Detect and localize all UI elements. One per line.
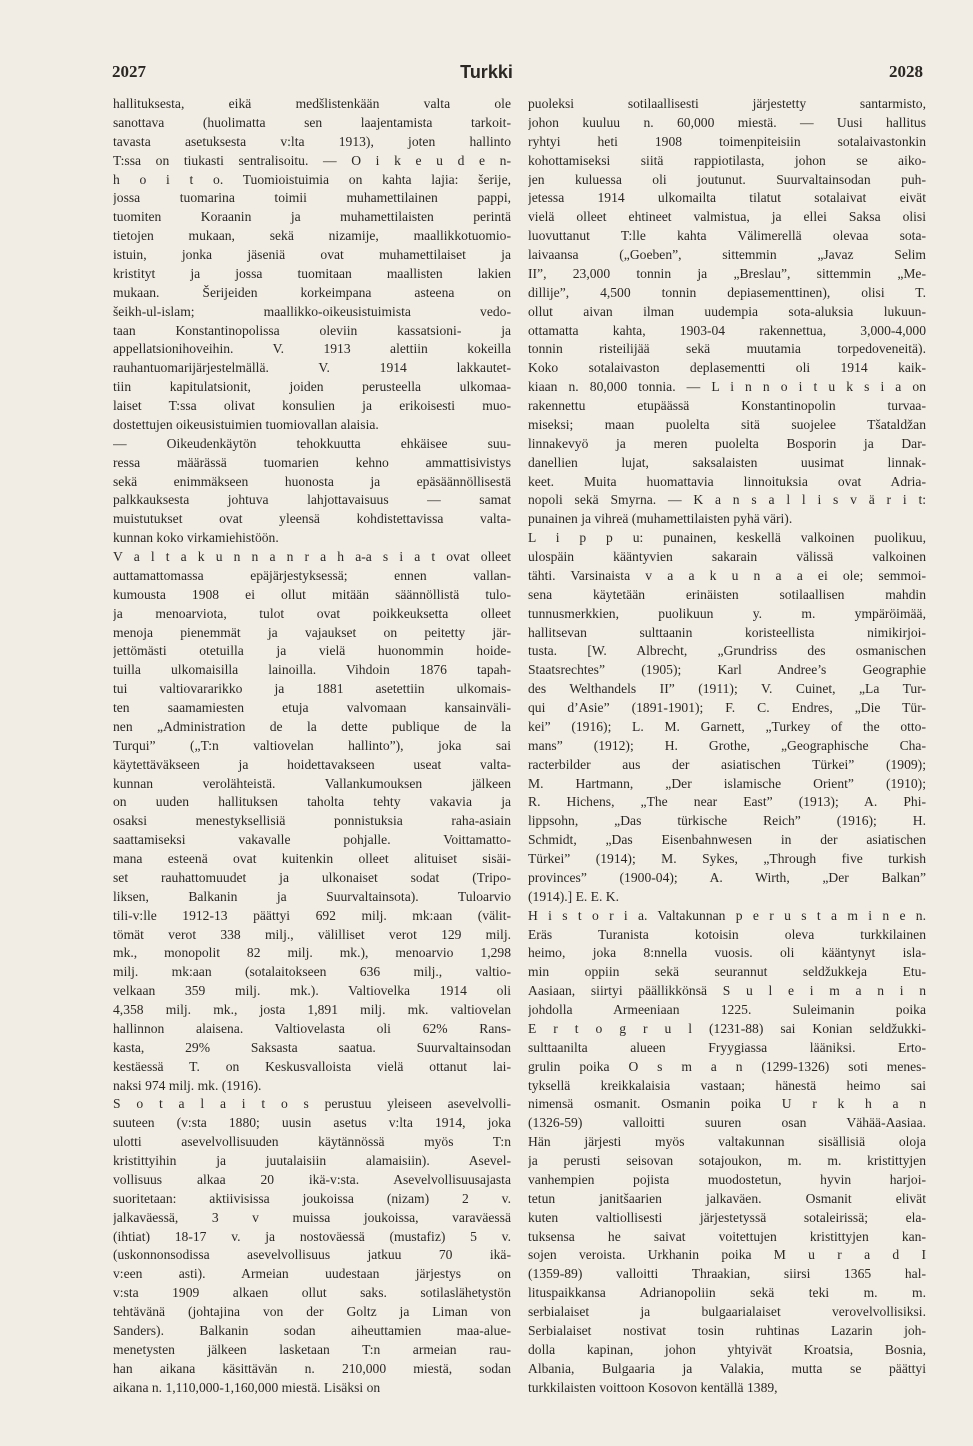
text-line: M. Hartmann, „Der islamische Orient” (1910); <box>528 775 926 791</box>
text-line: II”, 23,000 tonnin ja „Breslau”, sittemmin „Me- <box>528 265 926 281</box>
text-line: set rauhattomuudet ja ulkonaiset sodat (Tripo- <box>113 869 511 885</box>
text-line: linnakevyö ja meren puolelta Bosporin ja Dar- <box>528 435 926 451</box>
text-line: ryhtyi heti 1908 toimenpiteisiin sotalaivastonkin <box>528 133 926 149</box>
page-header <box>0 62 973 92</box>
text-line: tuilla ulkomaisilla lainoilla. Vihdoin 1876 tapah- <box>113 662 511 678</box>
text-line: luovuttanut T:lle kahta Välimerellä olevaa sota- <box>528 228 926 244</box>
text-line: mans” (1912); H. Grothe, „Geographische Cha- <box>528 737 926 753</box>
text-line: dostettujen oikeusistuimien tuomiovallan alaisia. <box>113 416 379 432</box>
text-line: kei” (1916); L. M. Garnett, „Turkey of the otto- <box>528 718 926 734</box>
left-page-number: 2027 <box>112 62 146 81</box>
text-line: Koko sotalaivaston deplasementti oli 1914 kaik- <box>528 360 926 376</box>
text-line: — Oikeudenkäytön tehokkuutta ehkäisee suu- <box>113 435 511 451</box>
text-line: S o t a l a i t o s perustuu yleiseen asevelvolli- <box>113 1096 511 1112</box>
text-line: dolla kapinan, johon yhtyivät Kroatsia, Bosnia, <box>528 1341 926 1357</box>
text-line: jettömästi otetuilla ja vielä huonommin hoide- <box>113 643 511 659</box>
text-line: tetun janitšaarien jalkaväen. Osmanit elivät <box>528 1190 926 1206</box>
text-line: menetysten jälkeen lasketaan T:n armeian rau- <box>113 1341 511 1357</box>
text-line: kiaan n. 80,000 tonnia. — L i n n o i t u k s i a on <box>528 379 926 395</box>
text-line: tiin kapitulatsionit, joiden perusteella ulkomaa- <box>113 379 511 395</box>
text-line: han aikana käsittävän n. 210,000 miestä, sodan <box>113 1360 511 1376</box>
text-line: H i s t o r i a. Valtakunnan p e r u s t a m i n e n. <box>528 907 926 923</box>
text-line: serbialaiset ja bulgaarialaiset verovelvollisiksi. <box>528 1304 926 1319</box>
text-line: saattamiseksi vakavalle pohjalle. Voittamatto- <box>113 832 511 848</box>
text-line: kunnan koko virkamiehistöön. <box>113 530 279 546</box>
text-line: danellien lujat, saksalaisten uusimat linnak- <box>528 454 926 470</box>
text-line: v:een asti). Armeian uudestaan järjestys on <box>113 1266 511 1282</box>
text-line: heimo, joka 8:nnella vuosis. oli kääntynyt isla- <box>528 945 926 961</box>
text-line: (1914).] E. E. K. <box>528 888 619 904</box>
text-line: kasta, 29% Saksasta saatua. Suurvaltainsodan <box>113 1039 511 1055</box>
text-line: johon kuuluu n. 60,000 miestä. — Uusi hallitus <box>528 114 926 130</box>
text-line: appellatsionihoveihin. V. 1913 alettiin kokeilla <box>113 341 511 357</box>
text-line: nopoli sekä Smyrna. — K a n s a l l i s v ä r i t: <box>528 492 926 508</box>
text-line: Sanders). Balkanin sodan aiheuttamien maa-alue- <box>113 1322 511 1338</box>
text-line: E r t o g r u l (1231-88) sai Konian seldžukki- <box>528 1020 926 1036</box>
text-line: kristityt ja jossa tuomitaan maallisten lakien <box>113 265 511 281</box>
text-line: jossa tuomarina toimii muhamettilainen pappi, <box>113 190 511 206</box>
text-line: tyksellä kreikkalaisia vastaan; hänestä heimo sai <box>528 1077 926 1093</box>
text-line: vollisuus alkaa 20 ikä-v:sta. Asevelvollisuusajasta <box>113 1171 511 1187</box>
text-line: tusta. [W. Albrecht, „Grundriss des osmanischen <box>528 643 926 659</box>
text-line: ja menoarviota, tulot ovat poikkeuksetta olleet <box>113 605 511 621</box>
text-line: tonnin risteilijää sekä muutamia torpedoveneitä). <box>528 341 926 357</box>
text-line: qui d’Asie” (1891-1901); F. C. Endres, „Die Tür- <box>528 700 926 715</box>
text-line: nimensä osmanit. Osmanin poika U r k h a n <box>528 1096 926 1112</box>
text-line: sekä enimmäkseen huonosta ja epäsäännöllisestä <box>113 473 511 489</box>
page-title: Turkki <box>460 62 513 82</box>
text-line: des Welthandels II” (1911); V. Cuinet, „La Tur- <box>528 681 926 697</box>
text-line: taan Konstantinopolissa oleviin kassatsioni- ja <box>113 322 511 338</box>
text-line: Eräs Turanista kotoisin oleva turkkilainen <box>528 926 926 942</box>
right-page-number: 2028 <box>889 62 923 81</box>
text-line: tähti. Varsinaista v a a k u n a a ei ole; semmoi- <box>528 567 926 583</box>
text-line: palkkauksesta johtuva lahjottavaisuus — samat <box>113 492 511 508</box>
text-line: kestäessä T. on Keskusvalloista vielä ottanut lai- <box>113 1058 511 1074</box>
text-line: tehtävänä (johtajina von der Goltz ja Liman von <box>113 1304 511 1319</box>
text-line: liksen, Balkanin ja Suurvaltainsota). Tuloarvio <box>113 888 511 904</box>
text-line: laivaansa („Goeben”, sittemmin „Javaz Selim <box>528 247 926 262</box>
text-line: mana esteenä ovat kuitenkin olleet alituiset sisäi- <box>113 851 511 866</box>
text-line: käytettäväkseen ja hoidettavakseen useat valta- <box>113 756 511 772</box>
text-line: rakennettu etupäässä Konstantinopolin turvaa- <box>528 398 926 413</box>
text-line: naksi 974 milj. mk. (1916). <box>113 1077 262 1093</box>
text-line: ja perusti seisovan sotajoukon, m. m. kristittyjen <box>528 1153 926 1168</box>
text-line: (ihtiat) 18-17 v. ja nostoväessä (mustafiz) 5 v. <box>113 1228 511 1244</box>
text-line: Turqui” („T:n valtiovelan hallinto”), joka sai <box>113 737 511 753</box>
text-line: Hän järjesti myös valtakunnan sisällisiä oloja <box>528 1134 926 1150</box>
text-line: kumousta 1908 ei ollut mitään säännöllistä tulo- <box>113 586 511 602</box>
text-line: punainen ja vihreä (muhamettilaisten pyhä väri). <box>528 511 793 527</box>
text-line: suuteen (v:sta 1880; uusin asetus v:lta 1914, joka <box>113 1115 511 1131</box>
text-line: lippsohn, „Das türkische Reich” (1916); H. <box>528 813 926 829</box>
text-line: V a l t a k u n n a n r a h a-a s i a t ovat olleet <box>113 549 511 564</box>
text-line: L i p p u: punainen, keskellä valkoinen puolikuu, <box>528 530 926 546</box>
text-line: miseksi; maan puolelta sitä suojelee Tšataldžan <box>528 416 926 432</box>
text-line: 4,358 milj. mk., josta 1,891 milj. mk. valtiovelan <box>113 1002 511 1017</box>
text-line: ressa määrässä tuomarien kehno ammattisivistys <box>113 454 511 470</box>
text-line: kohottamiseksi siitä rappiotilasta, johon se aiko- <box>528 152 926 168</box>
text-line: Albania, Bulgaaria ja Valakia, mutta se päättyi <box>528 1360 926 1376</box>
text-line: R. Hichens, „The near East” (1913); A. Phi- <box>528 794 926 810</box>
text-line: v:sta 1909 alkaen ollut saks. sotilaslähetystön <box>113 1285 511 1301</box>
text-line: sena käytetään erinäisten sotilaallisen mahdin <box>528 586 926 602</box>
text-line: ollut aivan ilman uudempia sota-aluksia lukuun- <box>528 303 926 319</box>
text-line: tili-v:lle 1912-13 päättyi 692 milj. mk:aan (välit- <box>113 907 511 923</box>
text-line: milj. mk:aan (sotalaitokseen 636 milj., valtio- <box>113 964 511 980</box>
text-line: tui valtiovararikko ja 1881 asetettiin ulkomais- <box>113 681 511 697</box>
text-line: Aasiaan, siirtyi päällikkönsä S u l e i m a n i n <box>528 983 926 999</box>
text-line: kuten valtiollisesti järjestetyssä sotaleirissä; ela- <box>528 1209 926 1225</box>
text-line: min oppiin sekä seurannut seldžukkeja Etu- <box>528 964 926 980</box>
text-line: sanottava (huolimatta sen laajentamista tarkoit- <box>113 114 511 130</box>
text-line: (1359-89) valloitti Thraakian, siirsi 1365 hal- <box>528 1266 926 1282</box>
text-line: hallituksesta, eikä medšlistenkään valta ole <box>113 96 511 111</box>
right-text-column <box>528 95 926 1397</box>
text-line: suoritetaan: aktiivisissa joukoissa (nizam) 2 v. <box>113 1190 511 1206</box>
left-text-column <box>113 95 511 1397</box>
text-line: vanhempien pojista muodostetun, hyvin harjoi- <box>528 1171 926 1187</box>
text-line: johdolla Armeeniaan 1225. Suleimanin poika <box>528 1002 926 1017</box>
text-line: on uuden hallituksen taholta tehty vakavia ja <box>113 794 511 810</box>
text-line: šeikh-ul-islam; maallikko-oikeusistuimista vedo- <box>113 303 511 319</box>
text-line: racterbilder aus der asiatischen Türkei” (1909); <box>528 756 926 772</box>
text-line: kristittyihin ja juutalaisiin alamaisiin). Asevel- <box>113 1153 511 1168</box>
text-line: grulin poika O s m a n (1299-1326) soti menes- <box>528 1058 926 1074</box>
text-line: T:ssa on tiukasti sentralisoitu. — O i k e u d e n- <box>113 152 511 168</box>
text-line: ulospäin kääntyvien sakarain välissä valkoinen <box>528 549 926 564</box>
text-line: velkaan 359 milj. mk.). Valtiovelka 1914 oli <box>113 983 511 999</box>
text-line: istuin, jonka jäseniä ovat muhamettilaiset ja <box>113 247 511 262</box>
text-line: mk., monopolit 82 milj. mk.), menoarvio 1,298 <box>113 945 511 961</box>
text-line: vielä olleet ehtineet valmistua, ja ellei Saksa olisi <box>528 209 926 225</box>
text-line: nen „Administration de la dette publique de la <box>113 718 511 734</box>
text-line: Türkei” (1914); M. Sykes, „Through five turkish <box>528 851 926 866</box>
text-line: jen kuluessa oli joutunut. Suurvaltainsodan puh- <box>528 171 926 187</box>
text-line: (1326-59) valloitti suuren osan Vähää-Aasiaa. <box>528 1115 926 1131</box>
text-line: osaksi menestyksellisiä ponnistuksia raha-asiain <box>113 813 511 829</box>
text-line: jetessa 1914 ulkomailta tilatut sotalaivat eivät <box>528 190 926 206</box>
text-line: dillije”, 4,500 tonnin depiasementtinen), olisi T. <box>528 284 926 300</box>
text-line: Serbialaiset nostivat tosin ruhtinas Lazarin joh- <box>528 1322 926 1338</box>
text-line: jalkaväessä, 3 v muissa joukoissa, varaväessä <box>113 1209 511 1225</box>
text-line: auttamattomassa epäjärjestyksessä; ennen vallan- <box>113 567 511 583</box>
text-line: mukaan. Šerijeiden korkeimpana asteena on <box>113 284 511 300</box>
text-line: laiset T:ssa olivat konsulien ja erikoisesti muo- <box>113 398 511 413</box>
text-line: tietojen mukaan, sekä nizamije, maallikkotuomio- <box>113 228 511 244</box>
text-line: tömät verot 338 milj., välilliset verot 129 milj. <box>113 926 511 942</box>
text-line: hallinnon alaisena. Valtiovelasta oli 62% Rans- <box>113 1020 511 1036</box>
text-line: ottamatta kahta, 1903-04 rakennettua, 3,000-4,000 <box>528 322 926 338</box>
text-line: tuomiten Koraanin ja muhamettilaisten perintä <box>113 209 511 225</box>
text-line: tavasta asetuksesta v:lta 1913), joten hallinto <box>113 133 511 149</box>
text-line: sulttaanilta alueen Fryygiassa lääniksi. Erto- <box>528 1039 926 1055</box>
text-line: tuksensa he saivat voitettujen kristittyjen kan- <box>528 1228 926 1244</box>
text-line: h o i t o. Tuomioistuimia on kahta lajia: šerije, <box>113 171 511 187</box>
text-line: rauhantuomarijärjestelmällä. V. 1914 lakkautet- <box>113 360 511 376</box>
text-line: hallitsevan sulttaanin koristeellista nimikirjoi- <box>528 624 926 640</box>
text-line: ulotti asevelvollisuuden käytännössä myös T:n <box>113 1134 511 1150</box>
text-line: ten saamamiesten etuja valvomaan kansainväli- <box>113 700 511 715</box>
text-line: turkkilaisten voittoon Kosovon kentällä 1389, <box>528 1379 778 1395</box>
text-line: lituspaikkansa Adrianopoliin sekä teki m. m. <box>528 1285 926 1301</box>
text-line: menoja pienemmät ja vajaukset on peitetty jär- <box>113 624 511 640</box>
text-line: Schmidt, „Das Eisenbahnwesen in der asiatischen <box>528 832 926 848</box>
text-line: (uskonnonsodissa asevelvollisuus jatkuu 70 ikä- <box>113 1247 511 1263</box>
text-line: keet. Muita huomattavia linnoituksia ovat Adria- <box>528 473 926 489</box>
text-line: sojen veroista. Urkhanin poika M u r a d I <box>528 1247 926 1263</box>
text-line: puoleksi sotilaallisesti järjestetty santarmisto, <box>528 96 926 111</box>
text-line: aikana n. 1,110,000-1,160,000 miestä. Lisäksi on <box>113 1379 381 1395</box>
text-line: tunnusmerkkien, puolikuun y. m. ympäröimää, <box>528 605 926 621</box>
text-line: kunnan verolähteistä. Vallankumouksen jälkeen <box>113 775 511 791</box>
text-line: provinces” (1900-04); A. Wirth, „Der Balkan” <box>528 869 926 885</box>
text-line: Staatsrechtes” (1905); Karl Andree’s Geographie <box>528 662 926 678</box>
text-line: muistutukset ovat yleensä kohdistettavissa valta- <box>113 511 511 527</box>
